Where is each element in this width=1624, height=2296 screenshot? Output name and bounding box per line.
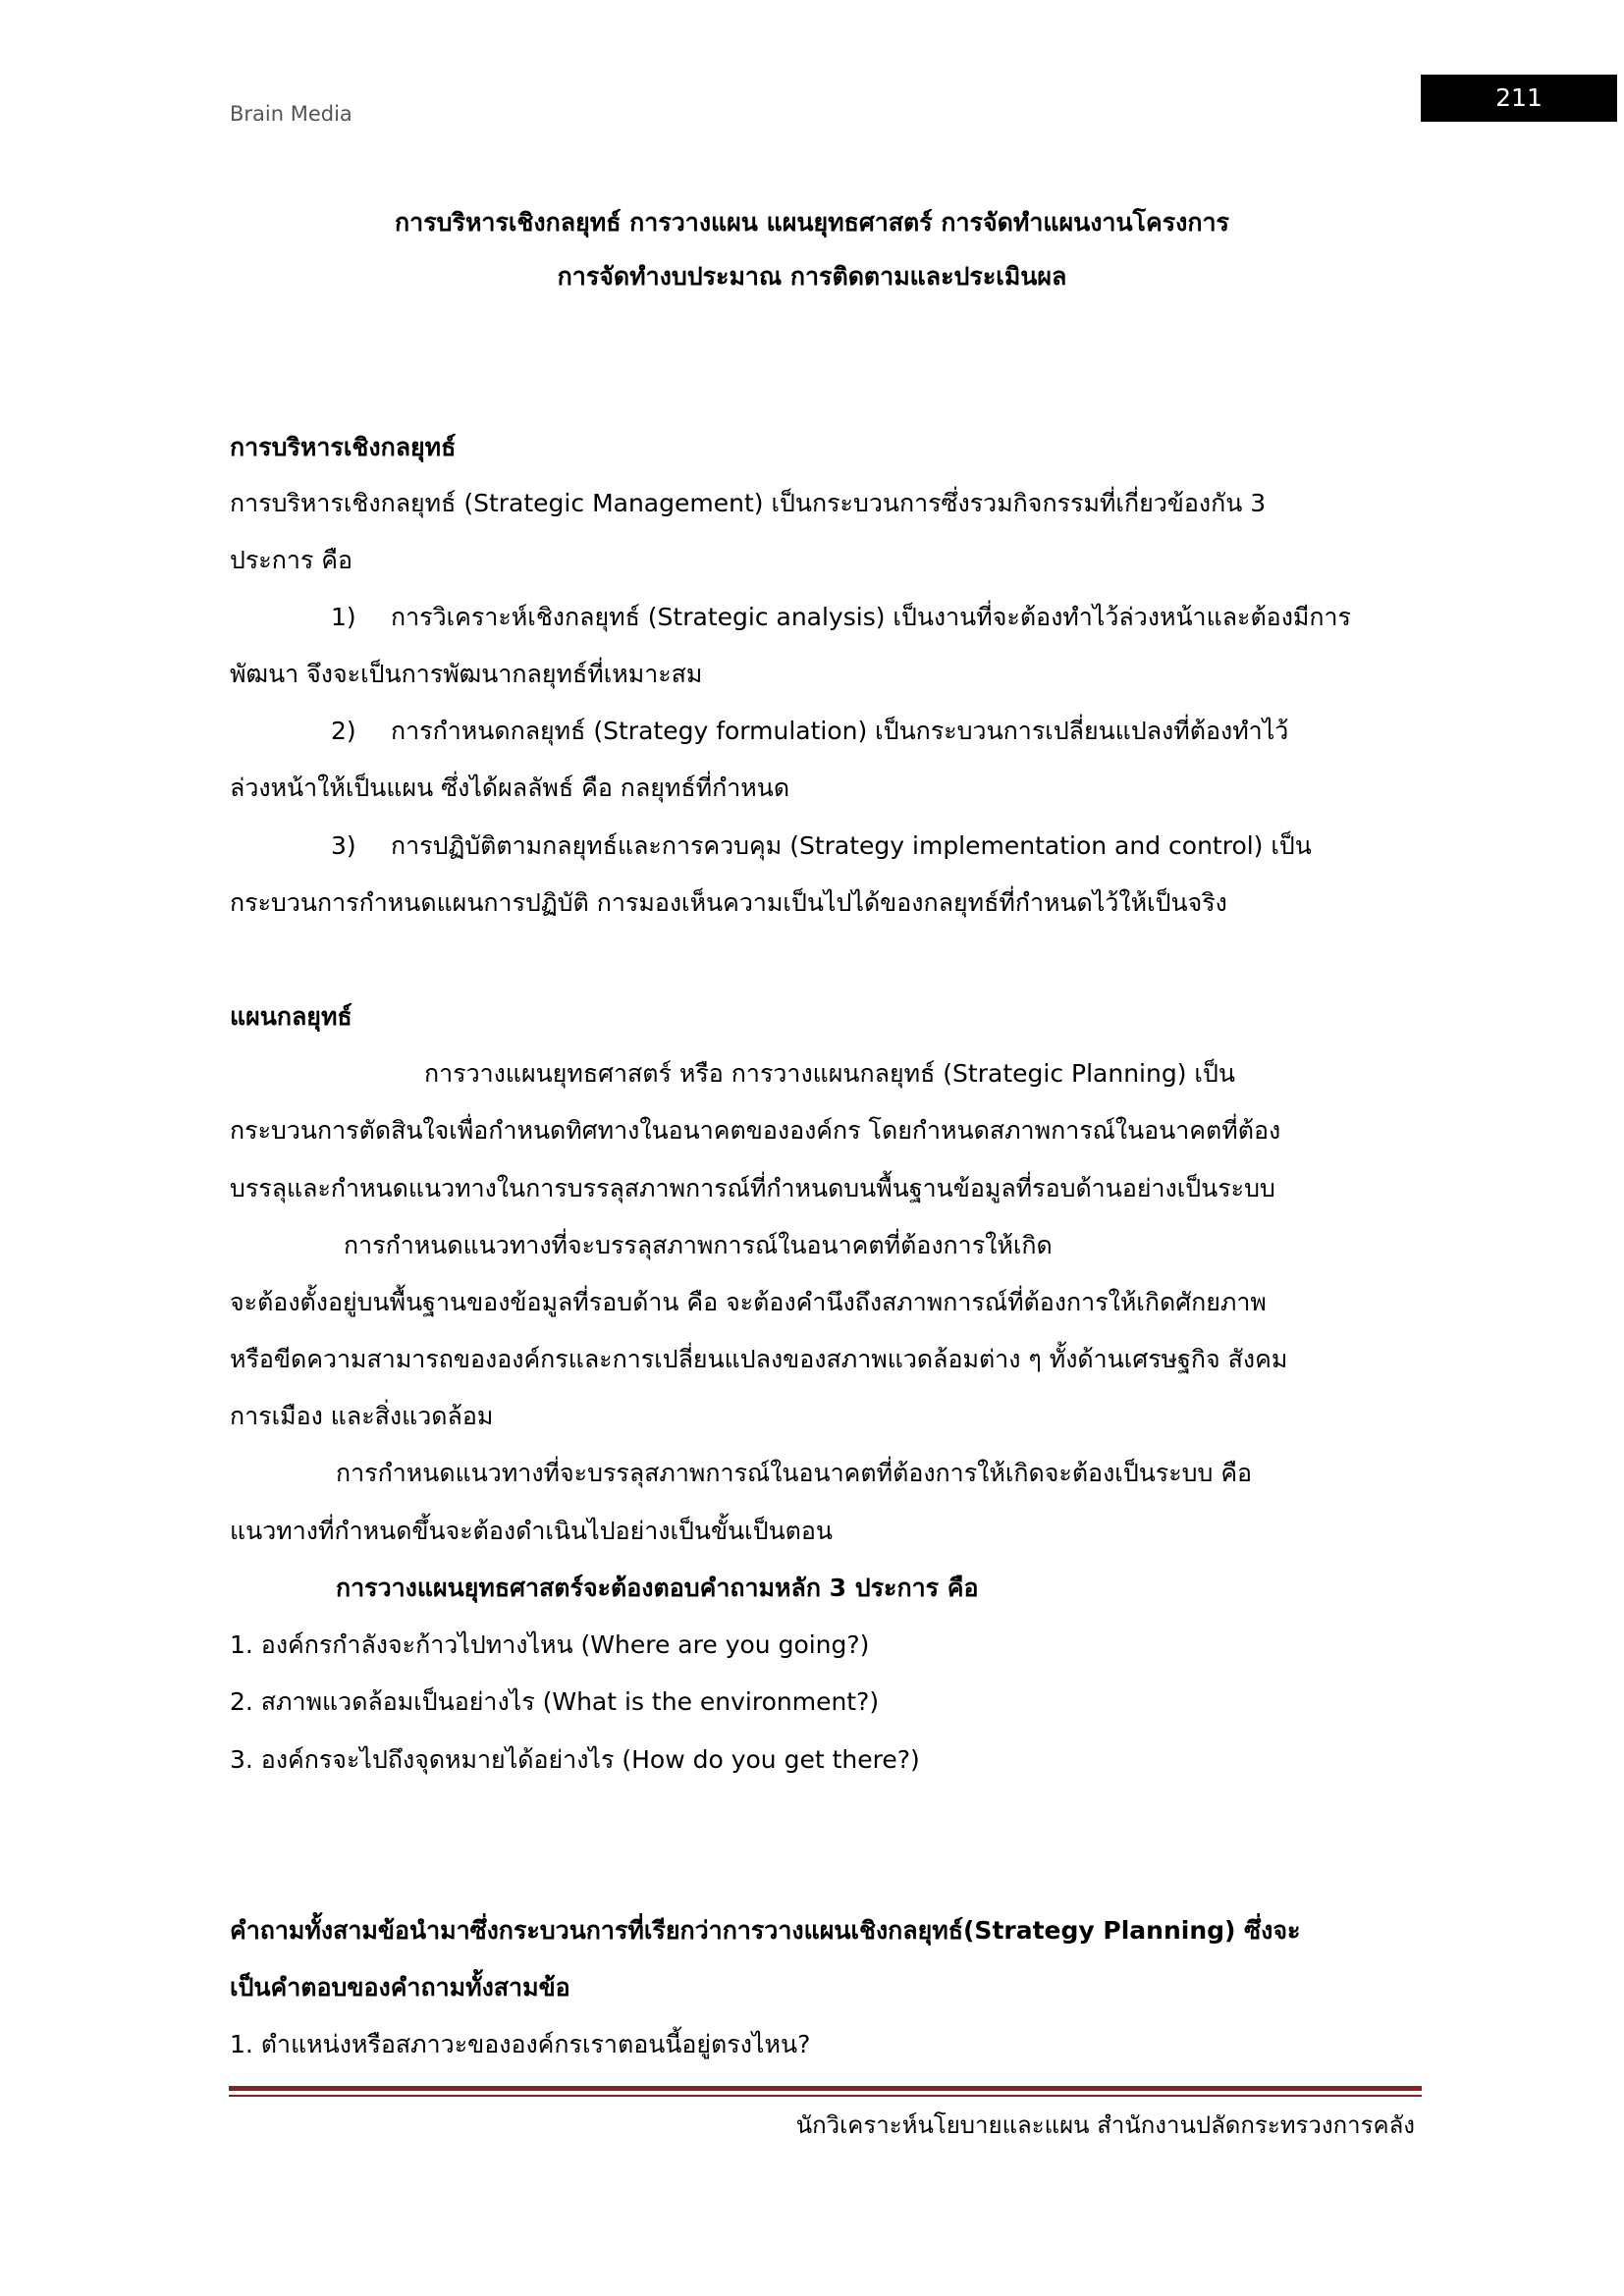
list-item-number: 3) — [331, 831, 356, 860]
list-item-text: การวิเคราะห์เชิงกลยุทธ์ (Strategic analysis) เป็นงานที่จะต้องทำไว้ล่วงหน้าและต้องมีการ — [391, 603, 1351, 631]
section1-intro-line1: การบริหารเชิงกลยุทธ์ (Strategic Management) เป็นกระบวนการซึ่งรวมกิจกรรมที่เกี่ยวข้องกัน 3 — [230, 489, 1267, 517]
list-item-text: การกำหนดกลยุทธ์ (Strategy formulation) เป็นกระบวนการเปลี่ยนแปลงที่ต้องทำไว้ — [391, 717, 1289, 745]
paragraph-line: การกำหนดแนวทางที่จะบรรลุสภาพการณ์ในอนาคตที่ต้องการให้เกิดจะต้องเป็นระบบ คือ — [336, 1459, 1253, 1487]
list-item-number: 2) — [331, 717, 356, 745]
list-item-continuation: ล่วงหน้าให้เป็นแผน ซึ่งได้ผลลัพธ์ คือ กลยุทธ์ที่กำหนด — [230, 774, 790, 802]
paragraph-line: บรรลุและกำหนดแนวทางในการบรรลุสภาพการณ์ที่กำหนดบนพื้นฐานข้อมูลที่รอบด้านอย่างเป็นระบบ — [230, 1174, 1275, 1202]
list-item-number: 1) — [331, 603, 356, 631]
question-item: 3. องค์กรจะไปถึงจุดหมายได้อย่างไร (How do you get there?) — [230, 1745, 920, 1774]
list-item-continuation: พัฒนา จึงจะเป็นการพัฒนากลยุทธ์ที่เหมาะสม — [230, 660, 703, 688]
footer-rule-thin — [229, 2095, 1422, 2097]
section3-item: 1. ตำแหน่งหรือสภาวะขององค์กรเราตอนนี้อยู่ตรงไหน? — [230, 2030, 811, 2058]
paragraph-line: หรือขีดความสามารถขององค์กรและการเปลี่ยนแปลงของสภาพแวดล้อมต่าง ๆ ทั้งด้านเศรษฐกิจ สังคม — [230, 1345, 1288, 1373]
paragraph-line: แนวทางที่กำหนดขึ้นจะต้องดำเนินไปอย่างเป็นขั้นเป็นตอน — [230, 1517, 834, 1545]
section1-intro-line2: ประการ คือ — [230, 546, 353, 574]
paragraph-line: การเมือง และสิ่งแวดล้อม — [230, 1402, 494, 1430]
questions-heading: การวางแผนยุทธศาสตร์จะต้องตอบคำถามหลัก 3 ประการ คือ — [336, 1574, 979, 1602]
question-item: 1. องค์กรกำลังจะก้าวไปทางไหน (Where are you going?) — [230, 1630, 870, 1659]
section1-heading: การบริหารเชิงกลยุทธ์ — [230, 433, 457, 461]
paragraph-line: จะต้องตั้งอยู่บนพื้นฐานของข้อมูลที่รอบด้าน คือ จะต้องคำนึงถึงสภาพการณ์ที่ต้องการให้เกิดศักยภาพ — [230, 1288, 1267, 1316]
header-brand: Brain Media — [230, 102, 352, 126]
page-number: 211 — [1421, 75, 1617, 122]
list-item-continuation: กระบวนการกำหนดแผนการปฏิบัติ การมองเห็นความเป็นไปได้ของกลยุทธ์ที่กำหนดไว้ให้เป็นจริง — [230, 888, 1227, 917]
list-item-text: การปฏิบัติตามกลยุทธ์และการควบคุม (Strategy implementation and control) เป็น — [391, 831, 1312, 860]
document-title-line2: การจัดทำงบประมาณ การติดตามและประเมินผล — [557, 262, 1067, 291]
footer-text: นักวิเคราะห์นโยบายและแผน สำนักงานปลัดกระทรวงการคลัง — [795, 2111, 1415, 2139]
question-item: 2. สภาพแวดล้อมเป็นอย่างไร (What is the environment?) — [230, 1687, 880, 1716]
section2-heading: แผนกลยุทธ์ — [230, 1002, 352, 1031]
section3-heading-line1: คำถามทั้งสามข้อนำมาซึ่งกระบวนการที่เรียกว่าการวางแผนเชิงกลยุทธ์(Strategy Planning) ซึ่งจะ — [230, 1916, 1301, 1945]
footer-rule — [229, 2086, 1422, 2091]
paragraph-line: กระบวนการตัดสินใจเพื่อกำหนดทิศทางในอนาคตขององค์กร โดยกำหนดสภาพการณ์ในอนาคตที่ต้อง — [230, 1116, 1281, 1145]
section3-heading-line2: เป็นคำตอบของคำถามทั้งสามข้อ — [230, 1973, 570, 2002]
paragraph-line: การวางแผนยุทธศาสตร์ หรือ การวางแผนกลยุทธ์ (Strategic Planning) เป็น — [424, 1059, 1235, 1088]
paragraph-line: การกำหนดแนวทางที่จะบรรลุสภาพการณ์ในอนาคตที่ต้องการให้เกิด — [344, 1231, 1053, 1259]
document-title-line1: การบริหารเชิงกลยุทธ์ การวางแผน แผนยุทธศาสตร์ การจัดทำแผนงานโครงการ — [395, 208, 1229, 237]
